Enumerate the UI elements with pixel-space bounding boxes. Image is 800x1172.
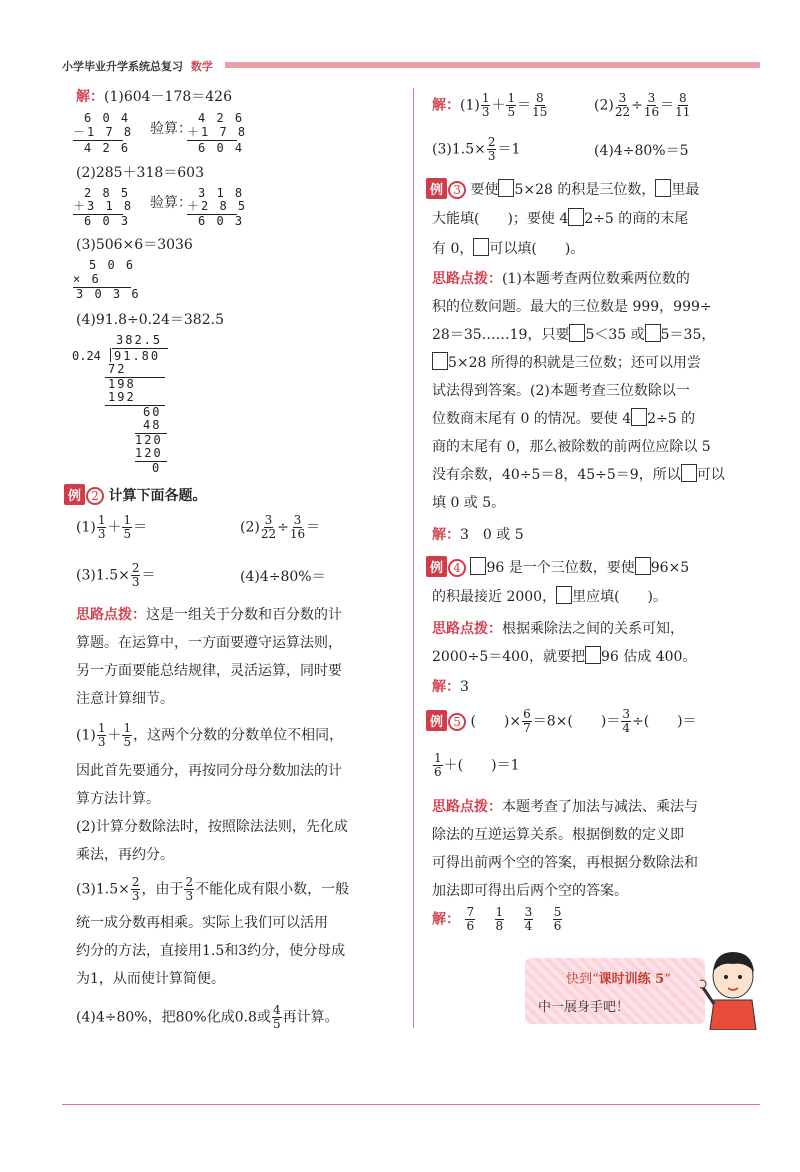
- hint-1-line-b: 因此首先要通分，再按同分母分数加法的计: [76, 763, 342, 779]
- hint-line-1: 思路点拨：这是一组关于分数和百分数的计: [76, 607, 342, 623]
- calc3-a: 5 0 6: [89, 258, 136, 272]
- calc1-b: －1 7 8: [73, 125, 134, 139]
- ex3-hint-1: 思路点拨：(1)本题考查两位数乘两位数的: [432, 271, 690, 287]
- ex3-answer: 解：3 0 或 5: [432, 527, 524, 543]
- column-divider: [413, 88, 414, 1028]
- problem-1: (1) $\frac{1}{3}$ ＋ $\frac{1}{5}$ ＝: [76, 513, 148, 541]
- ex5-hint-3: 可得出前两个空的答案，再根据分数除法和: [432, 855, 698, 871]
- ex4-hint-1: 思路点拨：根据乘除法之间的关系可知，: [432, 621, 684, 637]
- ex3-hint-4: 5×28 所得的积就是三位数；还可以用尝: [432, 352, 701, 372]
- hint-line-4: 注意计算细节。: [76, 691, 174, 707]
- problem-2: (2) $\frac{3}{22}$ ÷ $\frac{3}{16}$ ＝: [240, 513, 321, 541]
- hint-2-line-b: 乘法，再约分。: [76, 847, 174, 863]
- div-dividend: 91.80: [114, 349, 161, 363]
- footer-line: [62, 1104, 760, 1105]
- div-l5: 48: [143, 418, 162, 432]
- div-divisor: 0.24: [72, 349, 101, 363]
- ex3-hint-6: 位数商末尾有 0 的情况。要使 4 2÷5 的: [432, 408, 695, 428]
- check2-b: ＋2 8 5: [187, 199, 248, 213]
- div-l2: 198: [108, 377, 136, 391]
- bubble-line-1: 快到“课时训练 5”: [566, 972, 671, 987]
- calc2-b: ＋3 1 8: [73, 199, 134, 213]
- hint-1-line-c: 算方法计算。: [76, 791, 160, 807]
- div-l7: 120: [135, 446, 163, 460]
- eq4: (4)91.8÷0.24＝382.5: [76, 312, 224, 328]
- ex2-solution-2: (2) $\frac{3}{22}$ ÷ $\frac{3}{16}$ ＝ $\frac{8}{11}$: [594, 91, 691, 119]
- bubble-line-2: 中一展身手吧！: [538, 1000, 630, 1015]
- ex3-hint-9: 填 0 或 5。: [432, 495, 506, 511]
- check1-r: 6 0 4: [198, 141, 245, 155]
- div-l8: 0: [152, 461, 162, 475]
- check1-a: 4 2 6: [198, 111, 245, 125]
- example-2-heading: 例 2 计算下面各题。: [64, 484, 206, 505]
- check1-b: ＋1 7 8: [187, 125, 248, 139]
- ex5-hint-4: 加法即可得出后两个空的答案。: [432, 883, 628, 899]
- calc1-a: 6 0 4: [84, 111, 131, 125]
- hint-2-line-a: (2)计算分数除法时，按照除法法则，先化成: [76, 819, 348, 835]
- hint-line-3: 另一方面要能总结规律，灵活运算，同时要: [76, 663, 342, 679]
- ex5-hint-2: 除法的互逆运算关系。根据倒数的定义即: [432, 827, 684, 843]
- example-tag: 例: [64, 484, 85, 505]
- check-label-2: 验算：: [150, 195, 192, 211]
- check2-a: 3 1 8: [198, 186, 245, 200]
- example-3-line-1: 例 3 要使 5×28 的积是三位数， 里最: [426, 178, 699, 199]
- check-label-1: 验算：: [150, 121, 192, 137]
- header-bar: [225, 62, 760, 68]
- hint-3-line-d: 为1，从而使计算简便。: [76, 971, 225, 987]
- div-quotient: 382.5: [116, 333, 163, 347]
- solution-1-line: 解：(1)604－178＝426: [76, 89, 232, 105]
- ex2-solution-4: (4)4÷80%＝5: [594, 143, 689, 159]
- calc2-a: 2 8 5: [84, 186, 131, 200]
- hint-3-line-c: 约分的方法，直接用1.5和3约分，使分母成: [76, 943, 346, 959]
- ex4-hint-2: 2000÷5＝400，就要把 96 估成 400。: [432, 646, 696, 666]
- example-5-line-2: $\frac{1}{6}$ ＋( )＝1: [434, 751, 520, 779]
- problem-4: (4)4÷80%＝: [240, 569, 326, 585]
- ex3-hint-2: 积的位数问题。最大的三位数是 999，999÷: [432, 299, 712, 315]
- hint-line-2: 算题。在运算中，一方面要遵守运算法则，: [76, 635, 342, 651]
- div-l1: 72: [108, 362, 127, 376]
- example-4-line-2: 的积最接近 2000， 里应填( )。: [432, 586, 667, 606]
- ex5-hint-1: 思路点拨：本题考查了加法与减法、乘法与: [432, 799, 698, 815]
- book-title: 小学毕业升学系统总复习: [62, 60, 183, 73]
- hint-3-line-b: 统一成分数再相乘。实际上我们可以活用: [76, 915, 328, 931]
- ex2-solution-3: (3)1.5× $\frac{2}{3}$ ＝1: [432, 135, 521, 163]
- calc3-b: × 6: [73, 272, 101, 286]
- div-l3: 192: [108, 390, 136, 404]
- ex3-hint-7: 商的末尾有 0，那么被除数的前两位应除以 5: [432, 439, 711, 455]
- eq2: (2)285＋318＝603: [76, 165, 204, 181]
- div-l6: 120: [135, 433, 163, 447]
- ex3-hint-8: 没有余数，40÷5＝8，45÷5＝9，所以 可以: [432, 464, 725, 484]
- subject-label: 数学: [190, 60, 213, 73]
- example-3-line-2: 大能填( )；要使 4 2÷5 的商的末尾: [432, 208, 688, 228]
- example-3-line-3: 有 0， 可以填( )。: [432, 238, 584, 258]
- check2-r: 6 0 3: [198, 214, 245, 228]
- div-l4: 60: [143, 405, 162, 419]
- calc3-r: 3 0 3 6: [76, 287, 141, 301]
- example-number: 2: [86, 487, 104, 505]
- cartoon-boy-icon: [700, 946, 762, 1030]
- eq3: (3)506×6＝3036: [76, 237, 193, 253]
- calc2-r: 6 0 3: [84, 214, 131, 228]
- page-header: [62, 58, 213, 74]
- ex3-hint-5: 试法得到答案。(2)本题考查三位数除以一: [432, 383, 690, 399]
- hint-3-line-a: (3)1.5× $\frac{2}{3}$ ，由于 $\frac{2}{3}$ 不能化成有限小数，一般: [76, 875, 350, 903]
- ex3-hint-3: 28＝35……19，只要 5＜35 或 5＝35，: [432, 324, 715, 344]
- example-5-line-1: 例 5 ( )× $\frac{6}{7}$ ＝8×( )＝ $\frac{3}{4}$ ÷( )＝: [426, 708, 697, 735]
- example-4-line-1: 例 4 96 是一个三位数，要使 96×5: [426, 556, 689, 577]
- calc1-r: 4 2 6: [84, 141, 131, 155]
- hint-1-line-a: (1) $\frac{1}{3}$ ＋ $\frac{1}{5}$ ，这两个分数的分数单位不相同，: [76, 721, 344, 749]
- ex5-answer: 解： $\frac{7}{6}$ $\frac{1}{8}$ $\frac{3}{4}$ $\frac{5}{6}$: [432, 905, 562, 933]
- hint-4-line: (4)4÷80%，把80%化成0.8或 $\frac{4}{5}$ 再计算。: [76, 1003, 339, 1031]
- ex2-solution-1: 解：(1) $\frac{1}{3}$ ＋ $\frac{1}{5}$ ＝ $\frac{8}{15}$: [432, 91, 548, 119]
- ex4-answer: 解：3: [432, 679, 469, 695]
- problem-3: (3)1.5× $\frac{2}{3}$ ＝: [76, 561, 156, 589]
